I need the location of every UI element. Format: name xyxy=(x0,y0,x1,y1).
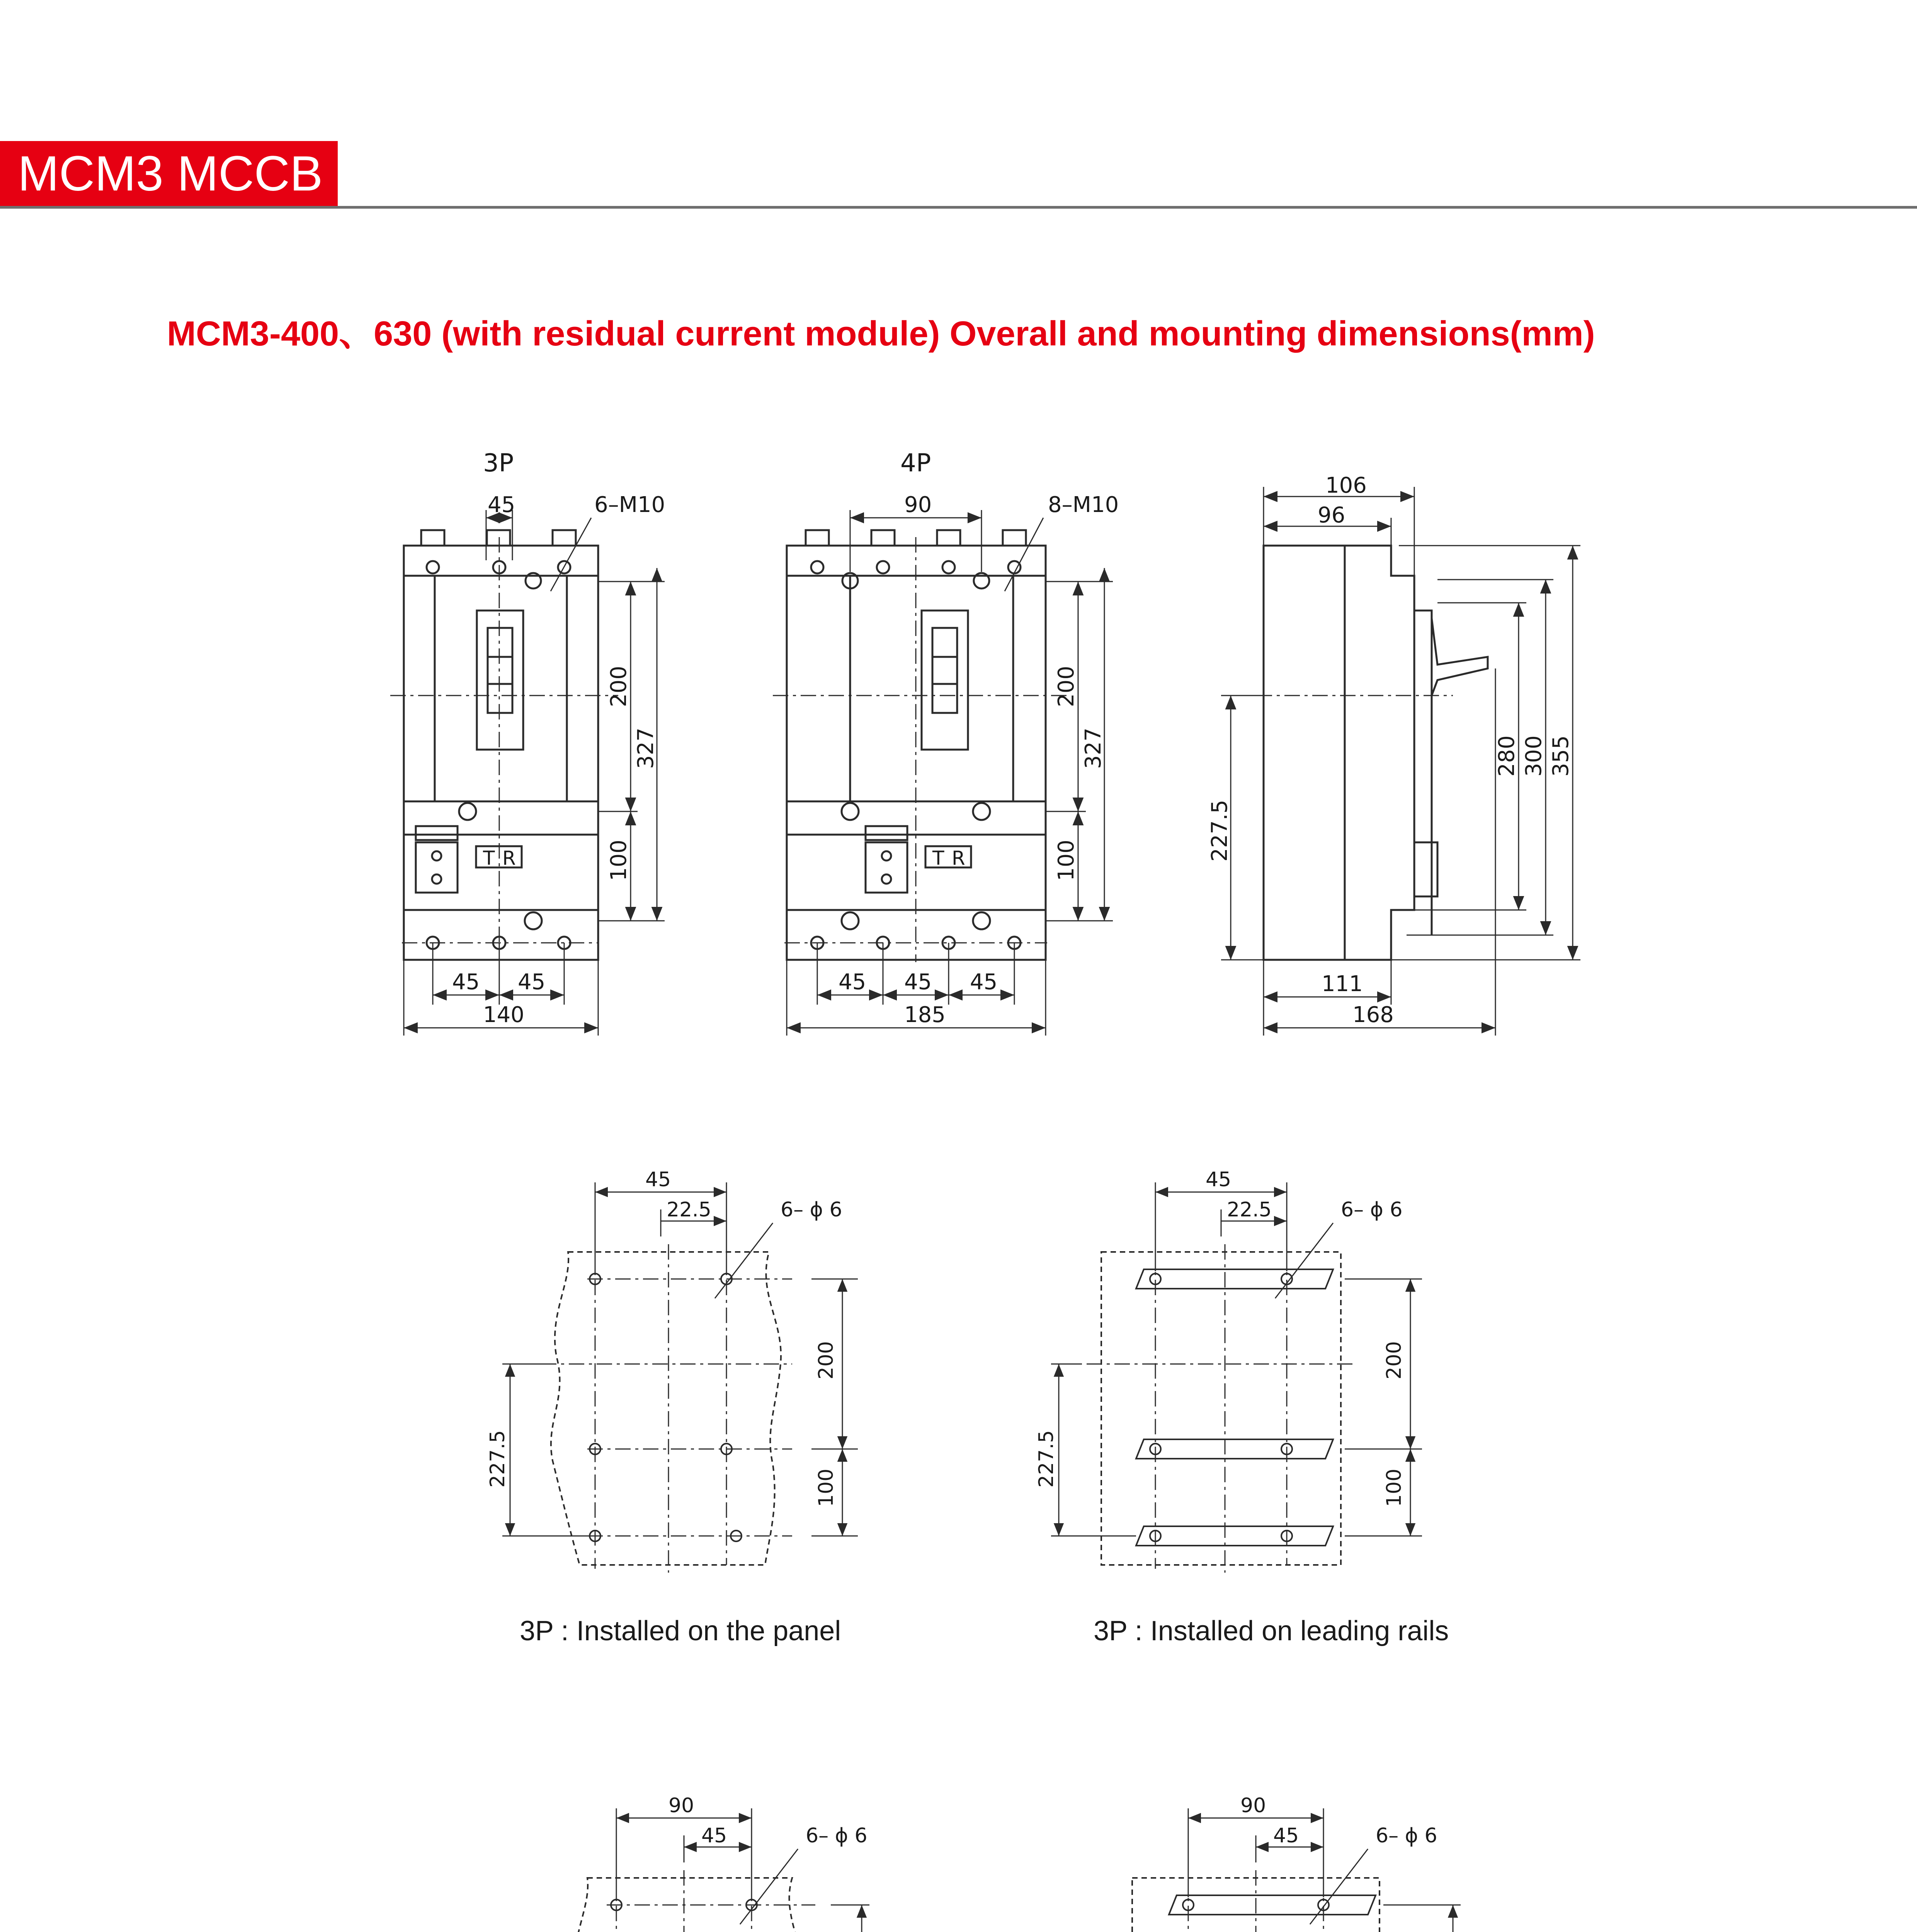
front-4p-pitch-bot-1: 45 xyxy=(839,969,866,995)
side-h355: 355 xyxy=(1548,735,1573,777)
mount-3p-rails-drawing xyxy=(1024,1159,1468,1584)
front-3p-width: 140 xyxy=(483,1002,524,1027)
front-4p-pitch-bot-2: 45 xyxy=(904,969,932,995)
front-4p-pitch-bot-3: 45 xyxy=(970,969,998,995)
mount-3p-panel-holes: 6– ϕ 6 xyxy=(781,1198,842,1221)
mount-4p-rails-d45: 45 xyxy=(1273,1824,1299,1847)
side-view-drawing xyxy=(1190,456,1615,1059)
page-title: MCM3-400、630 (with residual current module) Overall and mounting dimensions(mm) xyxy=(167,315,1595,353)
side-d96: 96 xyxy=(1318,503,1345,528)
mount-3p-rails-caption: 3P : Installed on leading rails xyxy=(1094,1616,1449,1646)
front-3p-pitch-bot-1: 45 xyxy=(452,969,480,995)
header-badge: MCM3 MCCB xyxy=(0,141,338,207)
side-h280: 280 xyxy=(1494,735,1519,777)
header-rule xyxy=(0,206,1917,209)
mount-3p-panel-h100: 100 xyxy=(815,1468,838,1507)
mount-4p-rails-holes: 6– ϕ 6 xyxy=(1376,1824,1437,1847)
mount-3p-panel-d45: 45 xyxy=(645,1168,671,1191)
side-d106: 106 xyxy=(1325,473,1367,498)
mount-3p-panel-h200: 200 xyxy=(815,1341,838,1379)
side-d168: 168 xyxy=(1352,1002,1394,1027)
side-h227: 227.5 xyxy=(1207,799,1232,862)
mount-4p-panel-d45: 45 xyxy=(701,1824,727,1847)
front-view-4p-drawing xyxy=(757,433,1144,1059)
front-3p-h100: 100 xyxy=(606,840,631,881)
front-4p-heading: 4P xyxy=(900,449,931,478)
front-3p-screw-note: 6–M10 xyxy=(594,492,665,517)
front-3p-heading: 3P xyxy=(483,449,514,478)
mount-3p-rails-h100: 100 xyxy=(1383,1468,1406,1507)
mount-3p-panel-d22: 22.5 xyxy=(667,1198,711,1221)
mount-3p-rails-h227: 227.5 xyxy=(1035,1430,1058,1488)
front-3p-h327: 327 xyxy=(633,728,658,769)
front-4p-h327: 327 xyxy=(1081,728,1106,769)
mount-3p-rails-d22: 22.5 xyxy=(1227,1198,1272,1221)
mount-3p-rails-h200: 200 xyxy=(1383,1341,1406,1379)
mount-3p-panel-drawing xyxy=(471,1159,916,1584)
front-3p-button-t: T xyxy=(483,847,495,869)
mount-3p-rails-d45: 45 xyxy=(1206,1168,1232,1191)
mount-3p-panel-caption: 3P : Installed on the panel xyxy=(520,1616,841,1646)
front-4p-screw-note: 8–M10 xyxy=(1048,492,1119,517)
front-4p-h100: 100 xyxy=(1054,840,1079,881)
side-d111: 111 xyxy=(1322,971,1363,997)
mount-4p-panel-drawing xyxy=(483,1777,927,1932)
front-3p-button-r: R xyxy=(502,847,516,869)
front-4p-width: 185 xyxy=(904,1002,946,1027)
mount-4p-rails-d90: 90 xyxy=(1240,1794,1266,1817)
front-4p-button-r: R xyxy=(952,847,965,869)
front-4p-pitch-top: 90 xyxy=(904,492,932,517)
front-view-3p-drawing xyxy=(371,433,711,1059)
side-h300: 300 xyxy=(1521,735,1546,777)
front-4p-button-t: T xyxy=(932,847,944,869)
front-3p-h200: 200 xyxy=(606,666,631,707)
front-3p-pitch-bot-2: 45 xyxy=(518,969,546,995)
front-4p-h200: 200 xyxy=(1054,666,1079,707)
mount-4p-panel-holes: 6– ϕ 6 xyxy=(806,1824,867,1847)
mount-3p-rails-holes: 6– ϕ 6 xyxy=(1341,1198,1403,1221)
front-3p-pitch-top: 45 xyxy=(488,492,515,517)
mount-4p-panel-d90: 90 xyxy=(668,1794,694,1817)
mount-3p-panel-h227: 227.5 xyxy=(486,1430,509,1488)
mount-4p-rails-drawing xyxy=(1043,1777,1488,1932)
